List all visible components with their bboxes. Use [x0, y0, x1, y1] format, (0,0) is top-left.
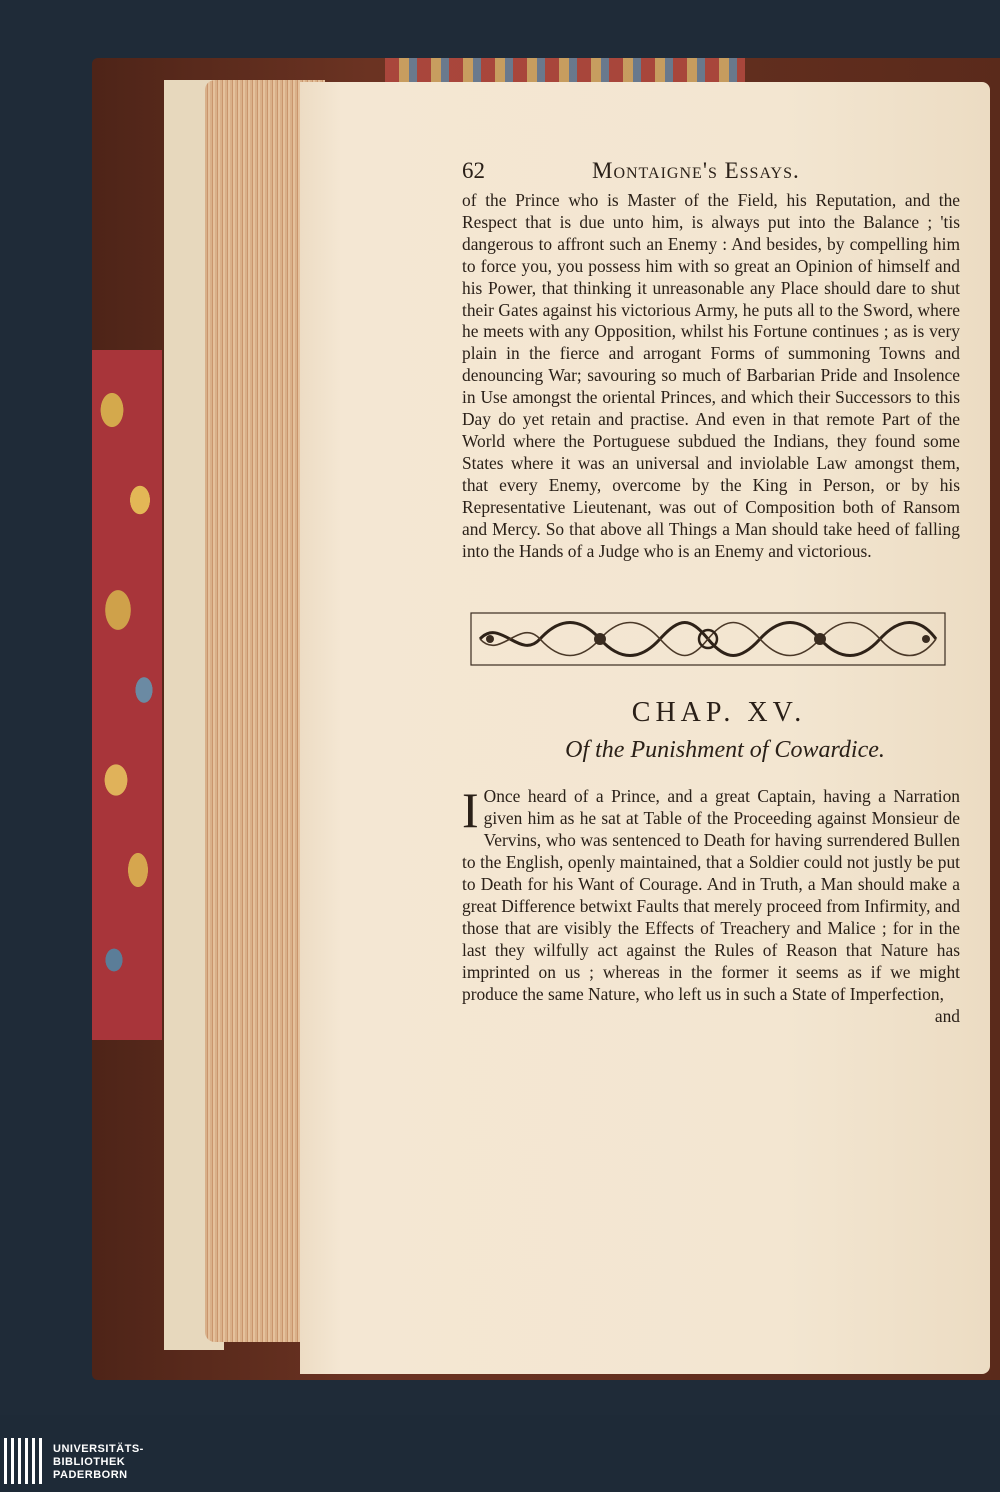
marbled-board	[92, 350, 162, 1040]
headpiece-ornament	[470, 612, 946, 666]
marbled-edge-top	[385, 58, 745, 84]
library-name-line2: BIBLIOTHEK	[53, 1456, 126, 1468]
chapter-paragraph: Once heard of a Prince, and a great Captain, having a Narration given him as he sat at Table of the Proceeding against Monsieur de Vervins, who was sentenced to Death for having surrendered Bullen to the English, openly maintained, that a Soldier could not justly be put to Death for his Want of Courage. And in Truth, a Man should make a great Difference betwixt Faults that merely proceed from Infirmity, and those that are visibly the Effects of Treachery and Malice ; for in the last they wilfully act against the Rules of Reason that Nature has imprinted on us ; whereas in the former it seems as if we might produce the same Nature, who left us in such a State of Imperfection,	[462, 786, 960, 1004]
page-number: 62	[462, 158, 485, 183]
drop-cap: I	[462, 782, 479, 839]
library-logo-icon	[4, 1438, 44, 1484]
chapter-title: Of the Punishment of Cowardice.	[565, 737, 885, 764]
catchword: and	[934, 1006, 960, 1027]
chapter-heading: CHAP. XV.	[631, 697, 807, 729]
library-name-line3: PADERBORN	[53, 1469, 128, 1481]
chapter-body	[462, 782, 960, 1005]
library-name-line1: UNIVERSITÄTS-	[53, 1443, 144, 1455]
running-head	[462, 158, 960, 190]
page-text	[462, 158, 960, 1027]
paragraph-continued: of the Prince who is Master of the Field, his Reputation, and the Respect that is due unto him, is always put into the Balance ; 'tis dangerous to affront such an Enemy : And besides, by compelling him to force you, you possess him with so great an Opinion of himself and his Power, that thinking it unreasonable any Place should dare to shut their Gates against his victorious Army, he puts all to the Sword, where he meets with any Opposition, whilst his Fortune continues ; as is very plain in the fierce and arrogant Forms of summoning Towns and denouncing War; savouring so much of Barbarian Pride and Insolence in Use amongst the oriental Princes, and which their Successors to this Day do yet retain and practise. And even in that remote Part of the World where the Portuguese subdued the Indians, they found some States where it was an universal and inviolable Law amongst them, that every Enemy, overcome by the King in Person, or by his Representative Lieutenant, was out of Composition both of Ransom and Mercy. So that above all Things a Man should take heed of falling into the Hands of a Judge who is an Enemy and victorious.	[462, 190, 960, 561]
running-title: Montaigne's Essays.	[592, 158, 800, 183]
library-footer	[0, 1415, 1000, 1492]
